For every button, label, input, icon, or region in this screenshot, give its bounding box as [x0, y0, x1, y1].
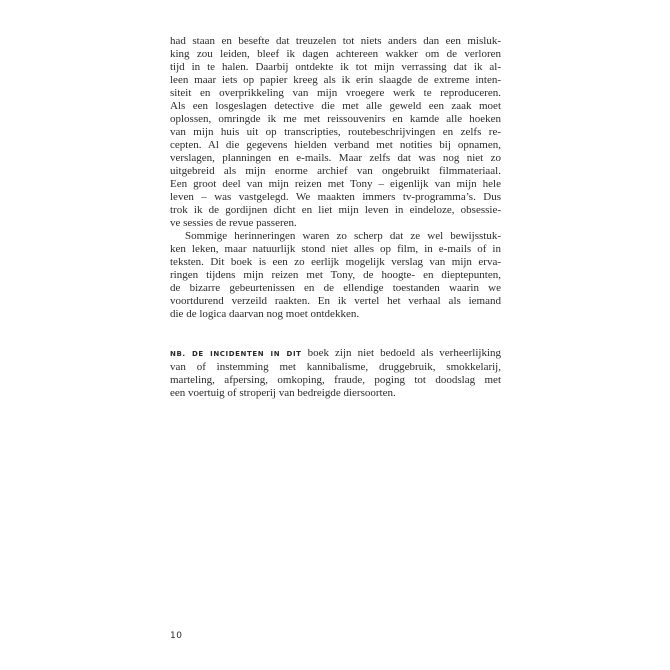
page-number: 10 — [170, 631, 183, 641]
text-line: een voertuig of stroperij van bedreigde diersoorten. — [170, 387, 396, 399]
paragraph-2 — [170, 230, 501, 321]
text-line: ken leken, maar natuurlijk stond niet alles op film, in e-mails of in — [170, 243, 501, 255]
text-line: verslagen, planningen en e-mails. Maar zelfs dat was nog niet zo — [170, 152, 501, 164]
text-line: Als een losgeslagen detective die met alle geweld een zaak moet — [170, 100, 501, 112]
text-line: Sommige herinneringen waren zo scherp dat ze wel bewijsstuk- — [185, 230, 501, 242]
paragraph-gap — [170, 334, 501, 347]
text-line: oplossen, omringde ik me met reissouvenirs en kamde alle hoeken — [170, 113, 501, 125]
text-line: trok ik de gordijnen dicht en liet mijn leven in eindeloze, obsessie- — [170, 204, 501, 216]
text-line: ve sessies de revue passeren. — [170, 217, 297, 229]
text-line: king zou leiden, bleef ik dagen achtereen wakker om de verloren — [170, 48, 501, 60]
text-line — [170, 347, 501, 361]
nb-first-line-text: boek zijn niet bedoeld als verheerlijking — [301, 347, 501, 359]
paragraph-1 — [170, 35, 501, 230]
text-line: siteit en overprikkeling van mijn vroegere werk te reproduceren. — [170, 87, 501, 99]
nb-lead-in: NB. DE INCIDENTEN IN DIT — [170, 350, 302, 358]
text-line: uitgebreid als mijn enorme archief van ongebruikt filmmateriaal. — [170, 165, 501, 177]
text-line: leen maar iets op papier kreeg als ik erin slaagde de extreme inten- — [170, 74, 501, 86]
text-line: van mijn huis uit op transcripties, routebeschrijvingen en zelfs re- — [170, 126, 501, 138]
text-line: van of instemming met kannibalisme, druggebruik, smokkelarij, — [170, 361, 501, 373]
text-line: teksten. Dit boek is een zo eerlijk mogelijk verslag van mijn erva- — [170, 256, 501, 268]
body-text — [170, 35, 501, 400]
text-line: had staan en besefte dat treuzelen tot niets anders dan een misluk- — [170, 35, 501, 47]
text-line: leven – was vastgelegd. We maakten immers tv-programma’s. Dus — [170, 191, 501, 203]
text-line: de bizarre gebeurtenissen en de ellendige toestanden waarin we — [170, 282, 501, 294]
paragraph-gap — [170, 321, 501, 334]
nb-note — [170, 347, 501, 400]
text-line: tijd in te halen. Daarbij ontdekte ik tot mijn verrassing dat ik al- — [170, 61, 501, 73]
text-line: die de logica daarvan nog moet ontdekken. — [170, 308, 360, 320]
text-line: Een groot deel van mijn reizen met Tony – eigenlijk van mijn hele — [170, 178, 501, 190]
text-line: marteling, afpersing, omkoping, fraude, poging tot doodslag met — [170, 374, 501, 386]
text-line: ringen tijdens mijn reizen met Tony, de hoogte- en dieptepunten, — [170, 269, 501, 281]
text-line: voortdurend verzeild raakten. En ik vertel het verhaal als iemand — [170, 295, 501, 307]
text-line: cepten. Al die gegevens hielden verband met notities bij opnamen, — [170, 139, 501, 151]
